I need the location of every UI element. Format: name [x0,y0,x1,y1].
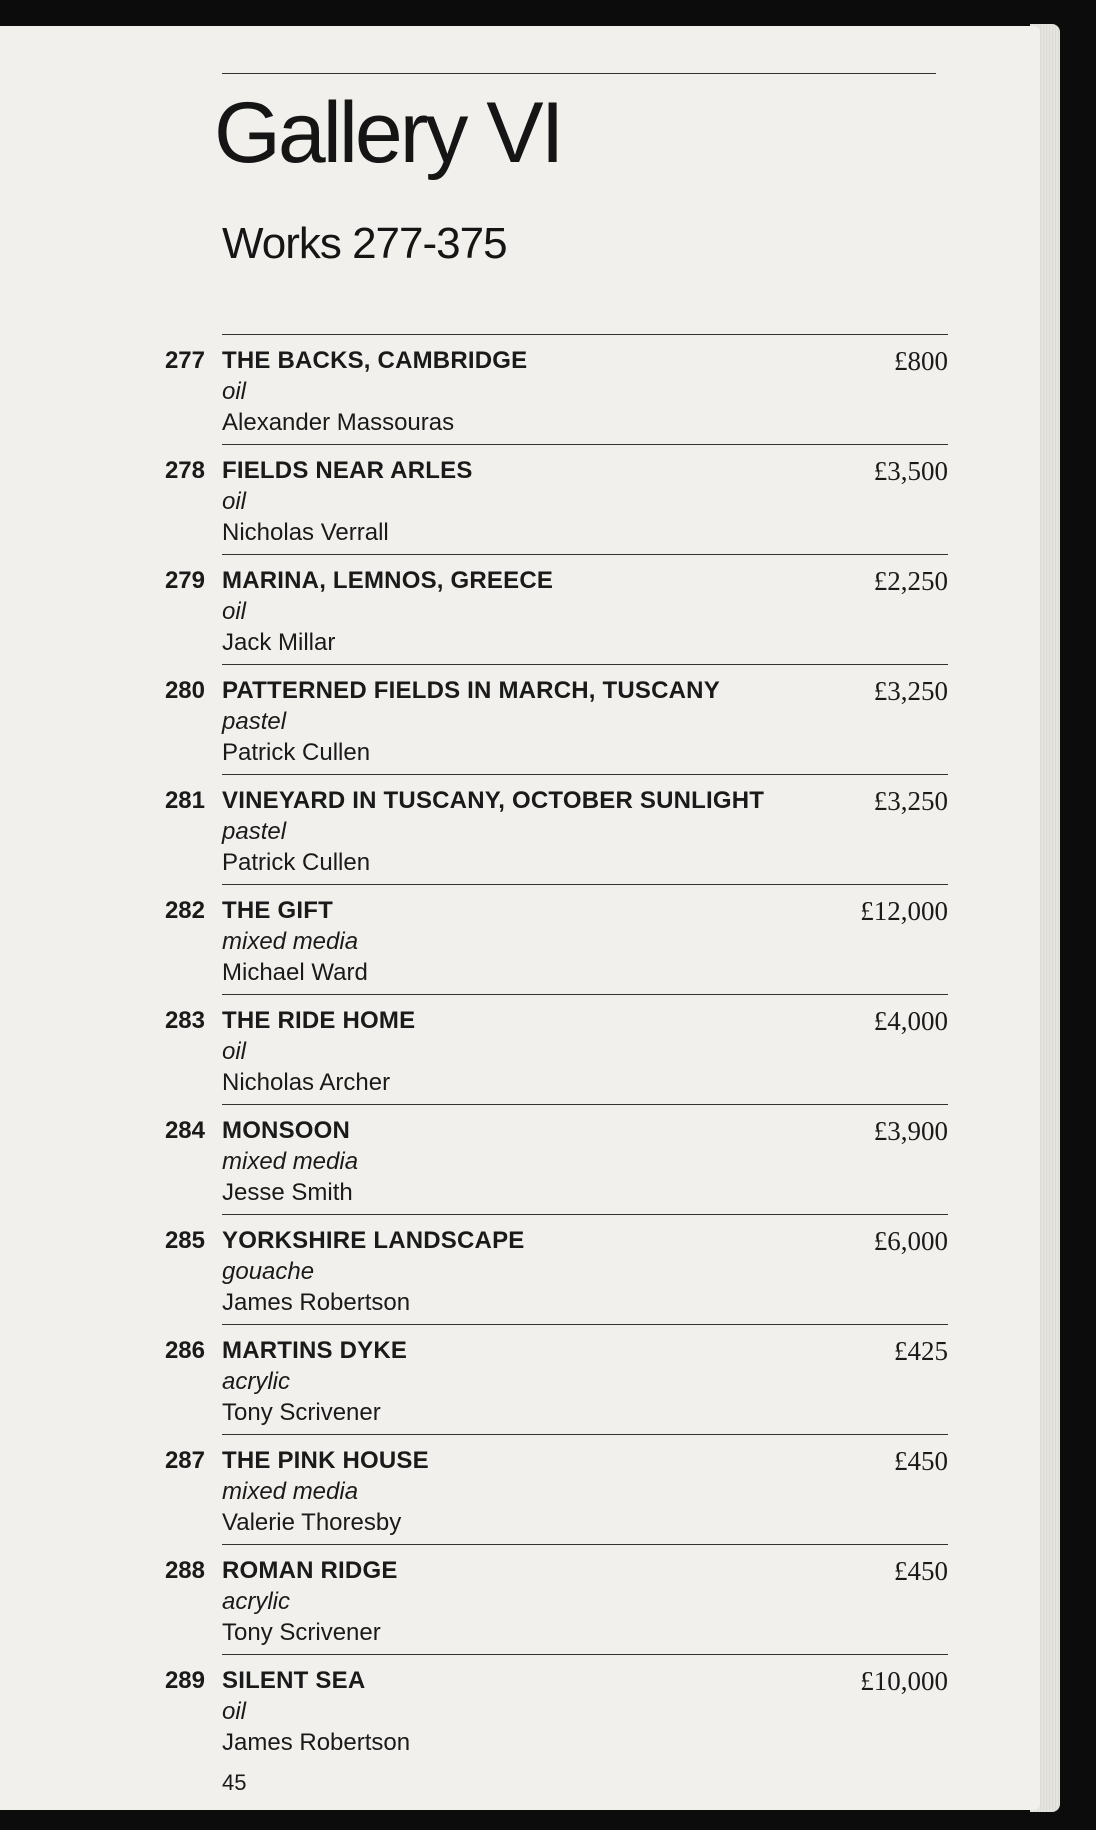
entry-artist: Nicholas Archer [222,1069,391,1096]
entry-rule [222,664,948,665]
entry-artist: Valerie Thoresby [222,1509,402,1536]
entry-artist: Jack Millar [222,629,336,656]
entry-rule [222,444,948,445]
entry-title: THE GIFT [222,897,333,924]
entry-rule [222,1214,948,1215]
works-range: Works 277-375 [222,219,507,268]
entry-rule [222,554,948,555]
entry-price: £3,250 [873,676,948,706]
entry-number: 278 [164,457,205,484]
entry-number: 283 [164,1007,205,1034]
header-rule [222,73,936,74]
entry-number: 280 [164,677,205,704]
entry-price: £10,000 [860,1666,948,1696]
entry-number: 284 [164,1117,205,1144]
catalog-entry [0,1434,1040,1544]
catalog-entry [0,334,1040,444]
entry-title: FIELDS NEAR ARLES [222,457,473,484]
entry-title: VINEYARD IN TUSCANY, OCTOBER SUNLIGHT [222,787,765,814]
entry-medium: mixed media [222,1148,359,1175]
entry-title: SILENT SEA [222,1667,366,1694]
entry-number: 279 [164,567,205,594]
catalog-entry [0,1544,1040,1654]
entry-artist: Tony Scrivener [222,1399,381,1426]
entry-artist: Patrick Cullen [222,739,371,766]
entry-medium: oil [222,488,247,515]
catalog-entry [0,994,1040,1104]
entry-rule [222,774,948,775]
entry-artist: Alexander Massouras [222,409,455,436]
entry-price: £450 [894,1556,948,1586]
entry-medium: mixed media [222,1478,359,1505]
entry-price: £2,250 [873,566,948,596]
entry-artist: James Robertson [222,1729,411,1756]
entry-medium: acrylic [222,1588,291,1615]
entry-artist: Nicholas Verrall [222,519,389,546]
entry-medium: oil [222,598,247,625]
entry-artist: Patrick Cullen [222,849,371,876]
entry-title: THE BACKS, CAMBRIDGE [222,347,528,374]
entry-artist: Jesse Smith [222,1179,353,1206]
entry-medium: pastel [222,708,287,735]
catalog-list [0,334,1040,1764]
entry-number: 285 [164,1227,205,1254]
entry-title: YORKSHIRE LANDSCAPE [222,1227,525,1254]
entry-number: 289 [164,1667,205,1694]
entry-title: MONSOON [222,1117,351,1144]
catalog-entry [0,1654,1040,1764]
entry-price: £12,000 [860,896,948,926]
entry-rule [222,1544,948,1545]
entry-price: £450 [894,1446,948,1476]
entry-price: £3,500 [873,456,948,486]
catalog-entry [0,774,1040,884]
entry-price: £6,000 [873,1226,948,1256]
entry-title: ROMAN RIDGE [222,1557,398,1584]
entry-number: 288 [164,1557,205,1584]
entry-title: PATTERNED FIELDS IN MARCH, TUSCANY [222,677,720,704]
entry-number: 281 [164,787,205,814]
entry-title: MARTINS DYKE [222,1337,408,1364]
entry-number: 287 [164,1447,205,1474]
entry-artist: James Robertson [222,1289,411,1316]
gallery-title: Gallery VI [214,85,562,181]
catalog-entry [0,1104,1040,1214]
catalog-entry [0,1324,1040,1434]
catalog-entry [0,1214,1040,1324]
entry-medium: mixed media [222,928,359,955]
entry-rule [222,1104,948,1105]
entry-rule [222,994,948,995]
entry-medium: acrylic [222,1368,291,1395]
entry-medium: gouache [222,1258,315,1285]
entry-rule [222,334,948,335]
entry-price: £3,250 [873,786,948,816]
entry-medium: oil [222,378,247,405]
entry-number: 277 [164,347,205,374]
entry-number: 282 [164,897,205,924]
catalog-entry [0,444,1040,554]
entry-title: THE PINK HOUSE [222,1447,429,1474]
entry-price: £3,900 [873,1116,948,1146]
entry-rule [222,1324,948,1325]
entry-price: £4,000 [873,1006,948,1036]
entry-rule [222,1654,948,1655]
entry-artist: Michael Ward [222,959,368,986]
entry-number: 286 [164,1337,205,1364]
catalog-page [0,26,1040,1810]
entry-title: THE RIDE HOME [222,1007,416,1034]
entry-medium: oil [222,1038,247,1065]
entry-medium: oil [222,1698,247,1725]
entry-price: £800 [894,346,948,376]
catalog-entry [0,664,1040,774]
catalog-entry [0,554,1040,664]
entry-price: £425 [894,1336,948,1366]
entry-medium: pastel [222,818,287,845]
page-number: 45 [222,1770,247,1795]
entry-rule [222,884,948,885]
entry-artist: Tony Scrivener [222,1619,381,1646]
entry-rule [222,1434,948,1435]
catalog-entry [0,884,1040,994]
entry-title: MARINA, LEMNOS, GREECE [222,567,554,594]
